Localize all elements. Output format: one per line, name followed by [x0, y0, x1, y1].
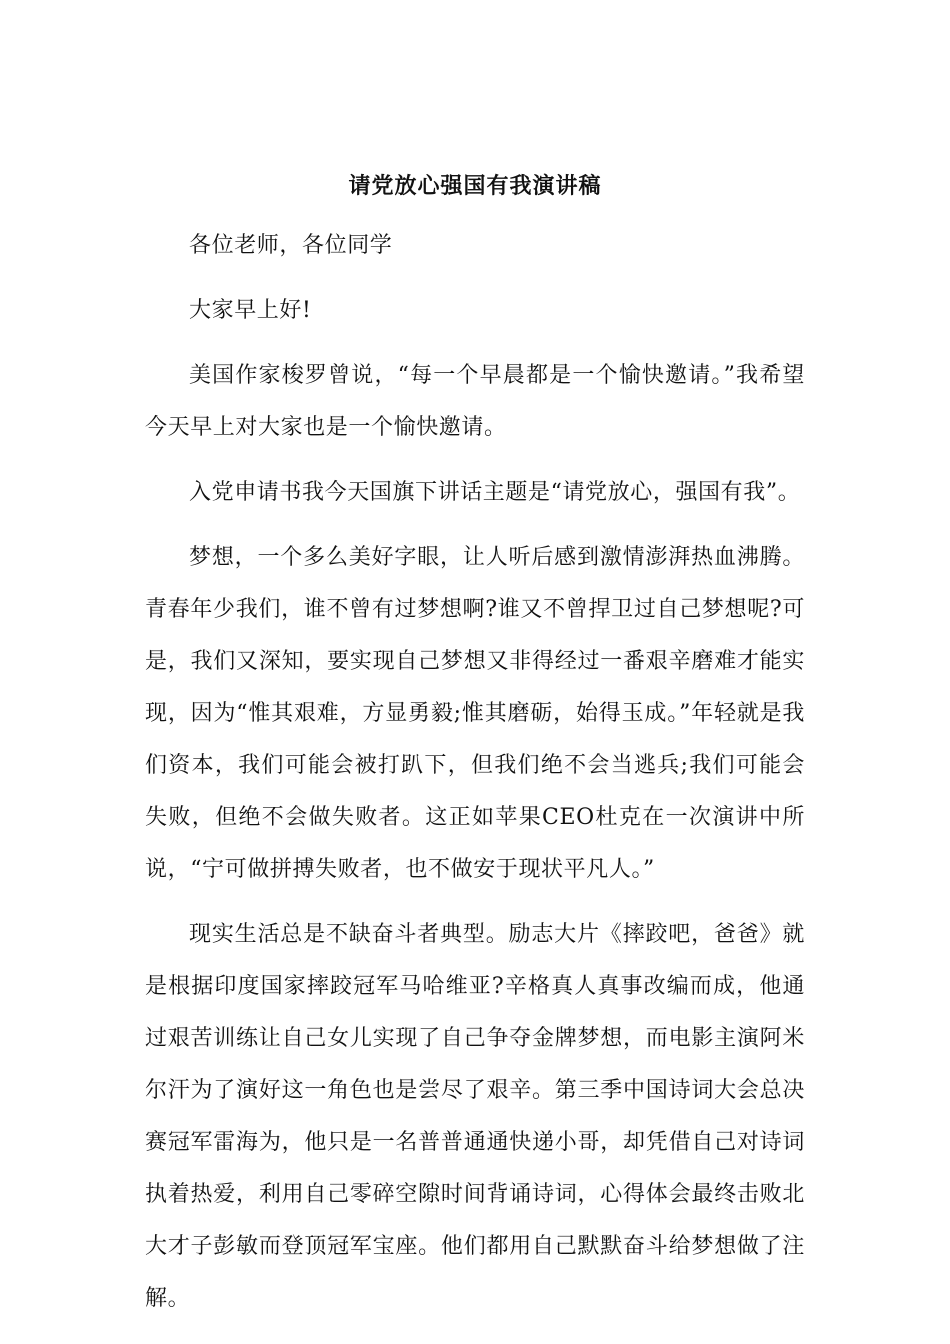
paragraph-dream: 梦想，一个多么美好字眼，让人听后感到激情澎湃热血沸腾。青春年少我们，谁不曾有过梦想啊?谁又不曾捍卫过自己梦想呢?可是，我们又深知，要实现自己梦想又非得经过一番艰辛磨难才能实现，因为“惟其艰难，方显勇毅;惟其磨砺，始得玉成。”年轻就是我们资本，我们可能会被打趴下，但我们绝不会当逃兵;我们可能会失败，但绝不会做失败者。这正如苹果CEO杜克在一次演讲中所说，“宁可做拼搏失败者，也不做安于现状平凡人。”: [145, 545, 805, 882]
paragraph-spacer: [145, 337, 805, 350]
document-title: 请党放心强国有我演讲稿: [348, 173, 602, 199]
paragraph-spacer: [145, 272, 805, 285]
paragraph-spacer: [145, 519, 805, 532]
document-body: [145, 220, 805, 1325]
paragraph-strivers: 现实生活总是不缺奋斗者典型。励志大片《摔跤吧，爸爸》就是根据印度国家摔跤冠军马哈维亚?辛格真人真事改编而成，他通过艰苦训练让自己女儿实现了自己争夺金牌梦想，而电影主演阿米尔汗为了演好这一角色也是尝尽了艰辛。第三季中国诗词大会总决赛冠军雷海为，他只是一名普普通通快递小哥，却凭借自己对诗词执着热爱，利用自己零碎空隙时间背诵诗词，心得体会最终击败北大才子彭敏而登顶冠军宝座。他们都用自己默默奋斗给梦想做了注解。: [145, 922, 805, 1311]
paragraph-greeting: 各位老师，各位同学: [189, 233, 393, 258]
paragraph-quote-thoreau: 美国作家梭罗曾说，“每一个早晨都是一个愉快邀请。”我希望今天早上对大家也是一个愉快邀请。: [145, 363, 805, 440]
paragraph-spacer: [145, 896, 805, 909]
paragraph-spacer: [145, 454, 805, 467]
paragraph-good-morning: 大家早上好!: [189, 298, 312, 323]
paragraph-topic: 入党申请书我今天国旗下讲话主题是“请党放心，强国有我”。: [189, 480, 801, 505]
